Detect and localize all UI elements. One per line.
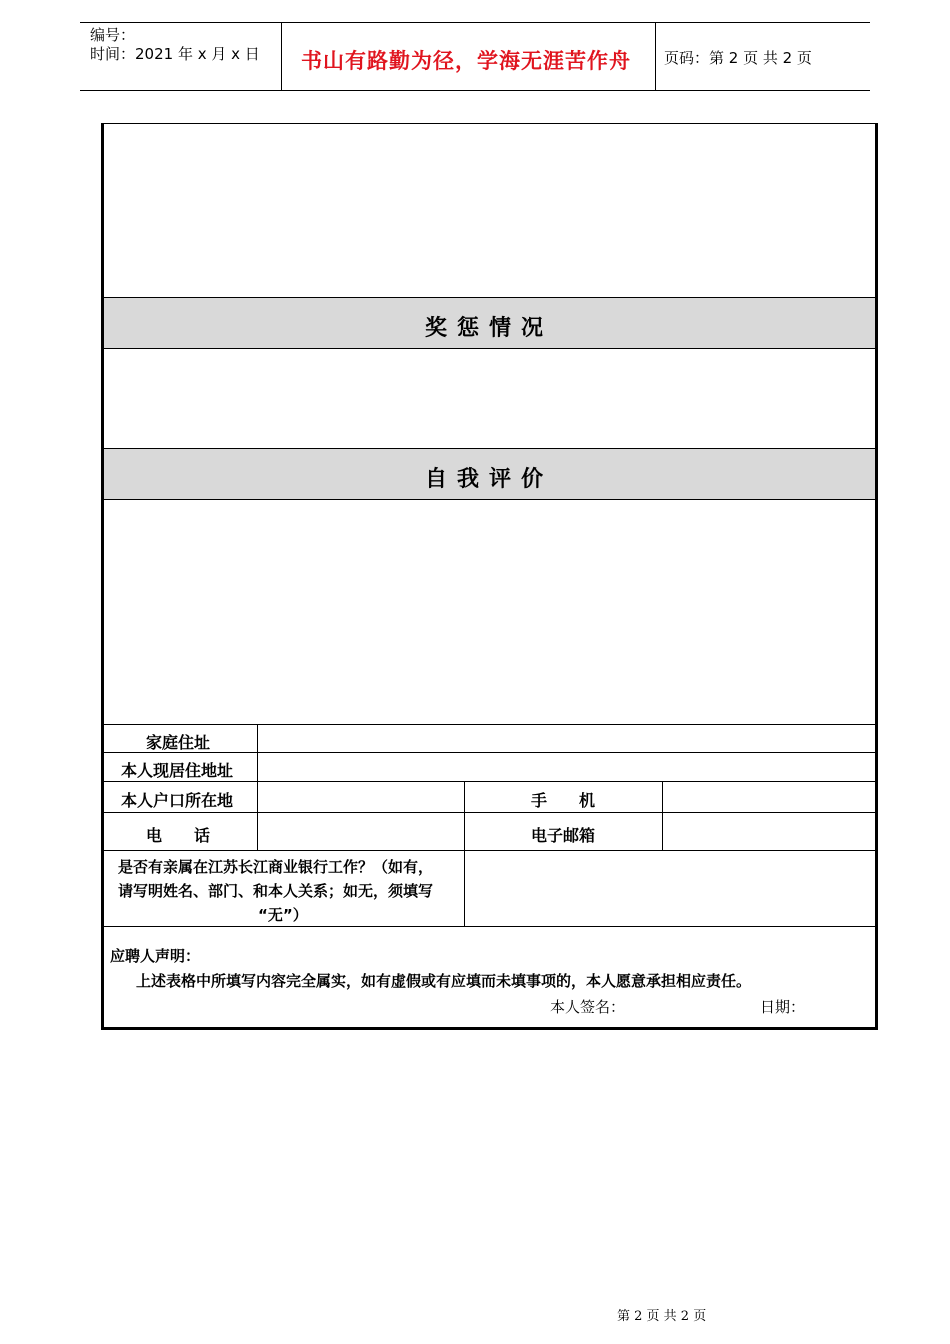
- rule: [101, 926, 878, 927]
- signature-field[interactable]: [626, 994, 746, 1016]
- mobile-field[interactable]: [663, 782, 875, 812]
- header-top-rule: [80, 22, 870, 23]
- declaration-text: 上述表格中所填写内容完全属实，如有虚假或有应填而未填事项的，本人愿意承担相应责任。: [136, 972, 752, 990]
- awards-content-area[interactable]: [104, 349, 875, 447]
- time-label: 时间：2021 年 x 月 x 日: [90, 45, 260, 63]
- current-address-field[interactable]: [258, 753, 875, 781]
- signature-label: 本人签名：: [550, 998, 626, 1016]
- home-address-field[interactable]: [258, 725, 875, 752]
- header-divider-left: [281, 22, 282, 91]
- header-divider-right: [655, 22, 656, 91]
- page-info: 页码：第 2 页 共 2 页: [664, 49, 812, 67]
- phone-label: 电 话: [146, 826, 211, 845]
- hukou-label: 本人户口所在地: [121, 791, 234, 810]
- self-eval-content-area[interactable]: [104, 500, 875, 723]
- phone-field[interactable]: [258, 813, 464, 850]
- email-label: 电子邮箱: [531, 826, 596, 845]
- date-label: 日期：: [760, 998, 806, 1016]
- mobile-label: 手 机: [531, 791, 596, 810]
- home-address-label: 家庭住址: [146, 733, 211, 752]
- relatives-question-line3: “无”）: [258, 906, 308, 924]
- declaration-title: 应聘人声明：: [110, 947, 201, 965]
- relatives-field[interactable]: [465, 851, 875, 926]
- awards-title: 奖惩情况: [425, 316, 554, 341]
- current-address-label: 本人现居住地址: [121, 761, 234, 780]
- relatives-question-line2: 请写明姓名、部门、和本人关系；如无，须填写: [118, 882, 434, 900]
- serial-label: 编号：: [90, 26, 136, 44]
- date-field[interactable]: [806, 994, 872, 1016]
- self-eval-title: 自我评价: [425, 467, 554, 492]
- header-bottom-rule: [80, 90, 870, 91]
- email-field[interactable]: [663, 813, 875, 850]
- hukou-field[interactable]: [258, 782, 464, 812]
- relatives-question-line1: 是否有亲属在江苏长江商业银行工作？（如有，: [118, 858, 434, 876]
- page-footer: 第 2 页 共 2 页: [617, 1309, 707, 1324]
- motto: 书山有路勤为径，学海无涯苦作舟: [301, 49, 631, 73]
